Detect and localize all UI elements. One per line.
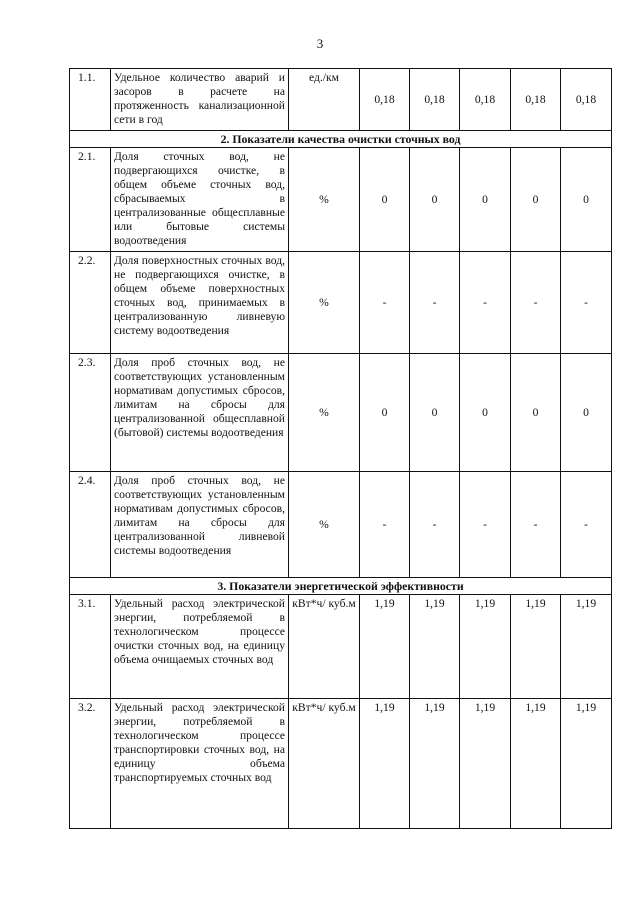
- value-cell: 1,19: [360, 595, 410, 699]
- row-number: 2.1.: [70, 148, 111, 252]
- row-number: 3.2.: [70, 699, 111, 829]
- table-row: [70, 699, 612, 829]
- value-cell: 0: [410, 354, 460, 472]
- row-number: 2.3.: [70, 354, 111, 472]
- value-cell: 0: [360, 148, 410, 252]
- value-cell: 0: [460, 354, 511, 472]
- value-cell: -: [410, 252, 460, 354]
- value-cell: -: [561, 472, 612, 578]
- unit-cell: %: [289, 148, 360, 252]
- value-cell: 0,18: [360, 69, 410, 131]
- value-cell: -: [561, 252, 612, 354]
- table-row: [70, 595, 612, 699]
- value-cell: 0,18: [561, 69, 612, 131]
- page-number: 3: [316, 36, 324, 51]
- value-cell: 1,19: [561, 699, 612, 829]
- value-cell: 0,18: [460, 69, 511, 131]
- unit-cell: %: [289, 354, 360, 472]
- section-header-row: [70, 131, 612, 148]
- section-title: 3. Показатели энергетической эффективности: [70, 578, 612, 595]
- indicator-description: Доля сточных вод, не подвергающихся очистке, в общем объеме сточных вод, сбрасываемых в централизованные общесплавные или бытовые системы водоотведения: [111, 148, 289, 252]
- value-cell: -: [360, 472, 410, 578]
- unit-cell: кВт*ч/ куб.м: [289, 699, 360, 829]
- value-cell: -: [460, 252, 511, 354]
- table-row: [70, 69, 612, 131]
- value-cell: 1,19: [410, 595, 460, 699]
- section-title: 2. Показатели качества очистки сточных вод: [70, 131, 612, 148]
- table-row: [70, 354, 612, 472]
- value-cell: 1,19: [410, 699, 460, 829]
- value-cell: -: [360, 252, 410, 354]
- value-cell: 0: [561, 148, 612, 252]
- indicator-description: Удельный расход электрической энергии, потребляемой в технологическом процессе транспортировки сточных вод, на единицу объема транспортируемых сточных вод: [111, 699, 289, 829]
- unit-cell: ед./км: [289, 69, 360, 131]
- indicator-description: Доля проб сточных вод, не соответствующих установленным нормативам допустимых сбросов, лимитам на сбросы для централизованной общесплавной (бытовой) системы водоотведения: [111, 354, 289, 472]
- value-cell: 1,19: [360, 699, 410, 829]
- value-cell: 1,19: [511, 699, 561, 829]
- unit-cell: кВт*ч/ куб.м: [289, 595, 360, 699]
- value-cell: 1,19: [511, 595, 561, 699]
- row-number: 2.2.: [70, 252, 111, 354]
- value-cell: 0: [360, 354, 410, 472]
- row-number: 3.1.: [70, 595, 111, 699]
- unit-cell: %: [289, 252, 360, 354]
- indicator-description: Удельный расход электрической энергии, потребляемой в технологическом процессе очистки сточных вод, на единицу объема очищаемых сточных вод: [111, 595, 289, 699]
- value-cell: -: [410, 472, 460, 578]
- value-cell: 0: [410, 148, 460, 252]
- row-number: 2.4.: [70, 472, 111, 578]
- table-row: [70, 252, 612, 354]
- indicator-description: Доля проб сточных вод, не соответствующих установленным нормативам допустимых сбросов, лимитам на сбросы для централизованной ливневой системы водоотведения: [111, 472, 289, 578]
- unit-cell: %: [289, 472, 360, 578]
- value-cell: -: [460, 472, 511, 578]
- value-cell: 0,18: [410, 69, 460, 131]
- indicator-description: Удельное количество аварий и засоров в расчете на протяженность канализационной сети в год: [111, 69, 289, 131]
- table-row: [70, 148, 612, 252]
- value-cell: 0: [511, 354, 561, 472]
- value-cell: 1,19: [561, 595, 612, 699]
- value-cell: 0,18: [511, 69, 561, 131]
- row-number: 1.1.: [70, 69, 111, 131]
- value-cell: -: [511, 252, 561, 354]
- value-cell: 1,19: [460, 699, 511, 829]
- value-cell: 0: [561, 354, 612, 472]
- value-cell: 1,19: [460, 595, 511, 699]
- indicator-description: Доля поверхностных сточных вод, не подвергающихся очистке, в общем объеме поверхностных сточных вод, принимаемых в централизованную ливневую систему водоотведения: [111, 252, 289, 354]
- value-cell: 0: [460, 148, 511, 252]
- indicators-table: [69, 68, 612, 829]
- section-header-row: [70, 578, 612, 595]
- value-cell: -: [511, 472, 561, 578]
- value-cell: 0: [511, 148, 561, 252]
- table-row: [70, 472, 612, 578]
